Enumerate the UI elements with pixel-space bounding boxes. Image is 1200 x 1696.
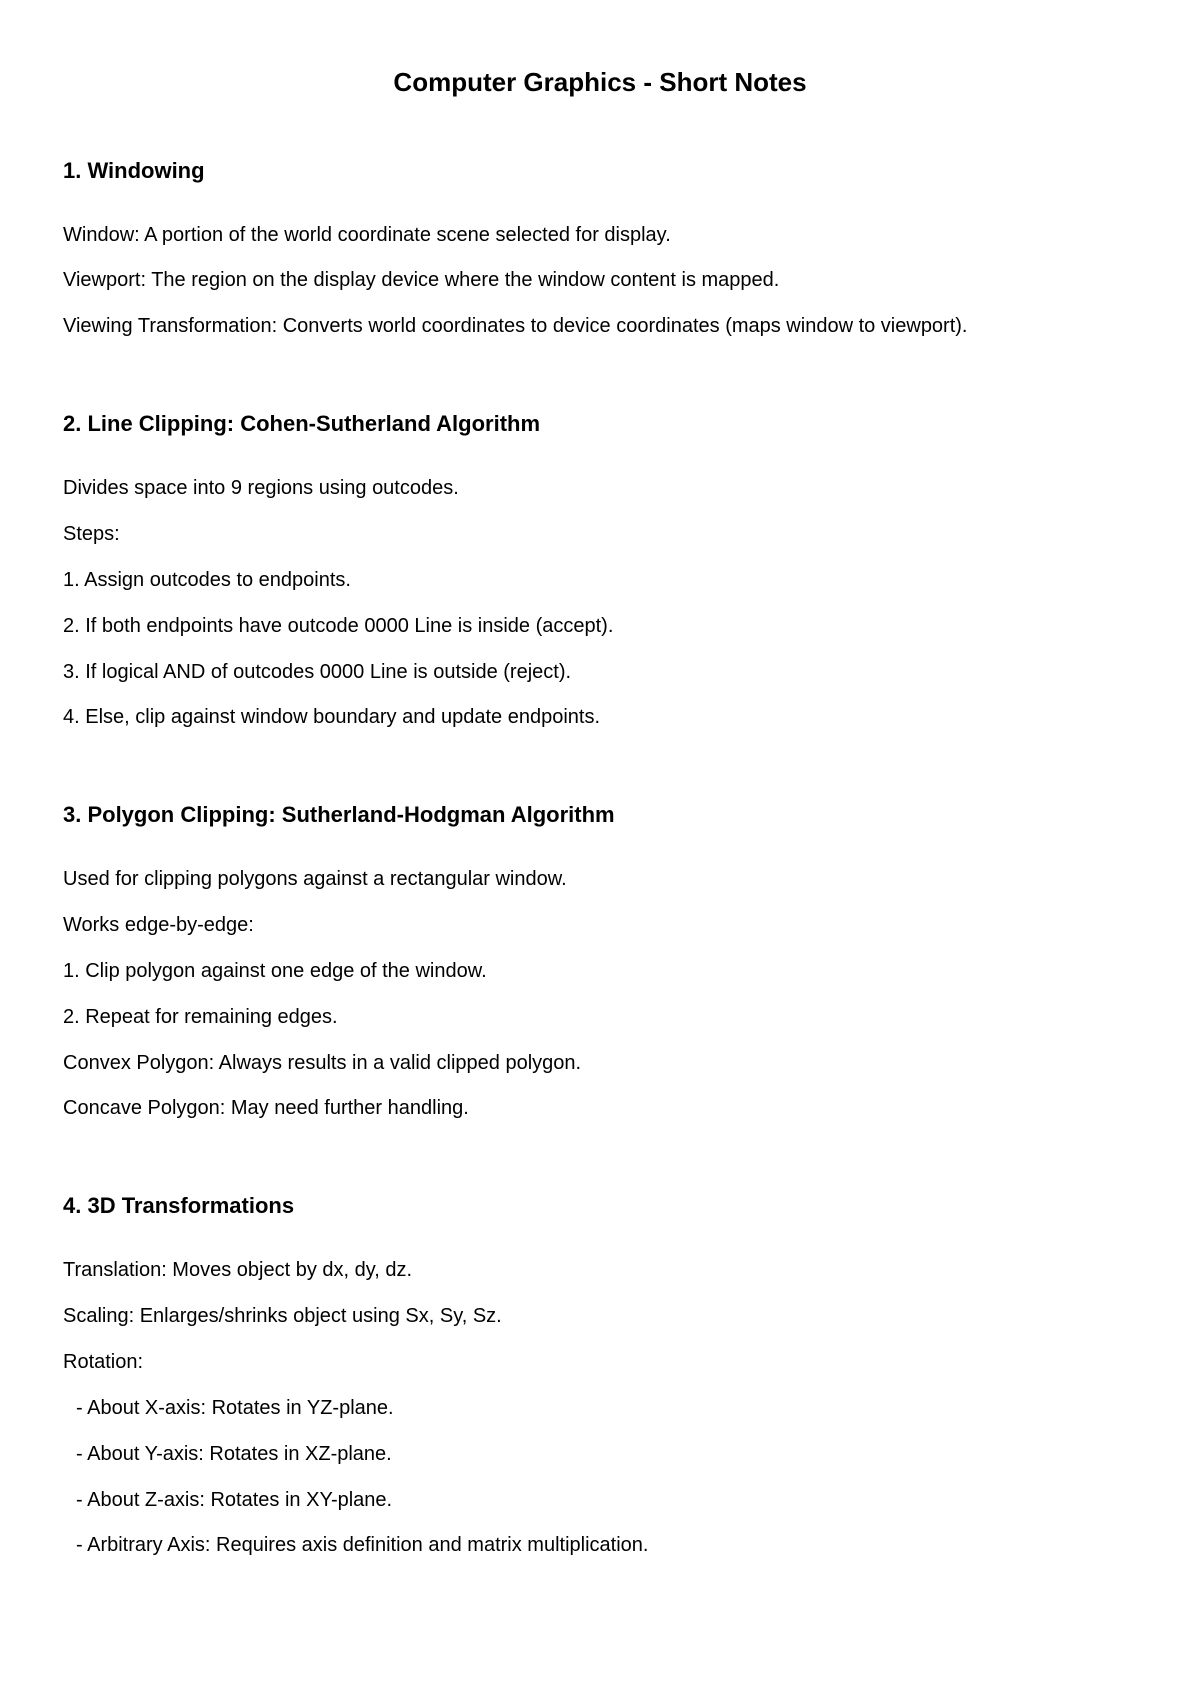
section-line: Viewing Transformation: Converts world coordinates to device coordinates (maps window to viewport). — [63, 315, 968, 337]
section-line: Translation: Moves object by dx, dy, dz. — [63, 1259, 413, 1281]
section-line: 2. Repeat for remaining edges. — [63, 1006, 338, 1028]
section-line: - About Z-axis: Rotates in XY-plane. — [76, 1489, 393, 1511]
section-line: 3. If logical AND of outcodes 0000 Line is outside (reject). — [63, 661, 572, 683]
section-line: 2. If both endpoints have outcode 0000 Line is inside (accept). — [63, 615, 614, 637]
section-line: Divides space into 9 regions using outcodes. — [63, 477, 459, 499]
section-heading-windowing: 1. Windowing — [63, 158, 205, 183]
section-line: Viewport: The region on the display device where the window content is mapped. — [63, 269, 780, 291]
section-line: - Arbitrary Axis: Requires axis definition and matrix multiplication. — [76, 1534, 649, 1556]
section-line: Used for clipping polygons against a rectangular window. — [63, 868, 567, 890]
section-line: Rotation: — [63, 1351, 144, 1373]
document-title: Computer Graphics - Short Notes — [393, 67, 807, 97]
section-line: Steps: — [63, 523, 120, 545]
section-heading-3d-transformations: 4. 3D Transformations — [63, 1193, 295, 1218]
section-line: Scaling: Enlarges/shrinks object using Sx, Sy, Sz. — [63, 1305, 502, 1327]
section-line: Concave Polygon: May need further handling. — [63, 1097, 469, 1119]
section-heading-polygon-clipping: 3. Polygon Clipping: Sutherland-Hodgman Algorithm — [63, 802, 615, 827]
section-line: - About X-axis: Rotates in YZ-plane. — [76, 1397, 394, 1419]
section-heading-line-clipping: 2. Line Clipping: Cohen-Sutherland Algorithm — [63, 411, 541, 436]
section-line: Works edge-by-edge: — [63, 914, 254, 936]
section-line: 4. Else, clip against window boundary and update endpoints. — [63, 706, 601, 728]
section-line: 1. Clip polygon against one edge of the window. — [63, 960, 487, 982]
section-line: Convex Polygon: Always results in a valid clipped polygon. — [63, 1052, 582, 1074]
section-line: Window: A portion of the world coordinate scene selected for display. — [63, 224, 671, 246]
section-line: - About Y-axis: Rotates in XZ-plane. — [76, 1443, 392, 1465]
section-line: 1. Assign outcodes to endpoints. — [63, 569, 351, 591]
